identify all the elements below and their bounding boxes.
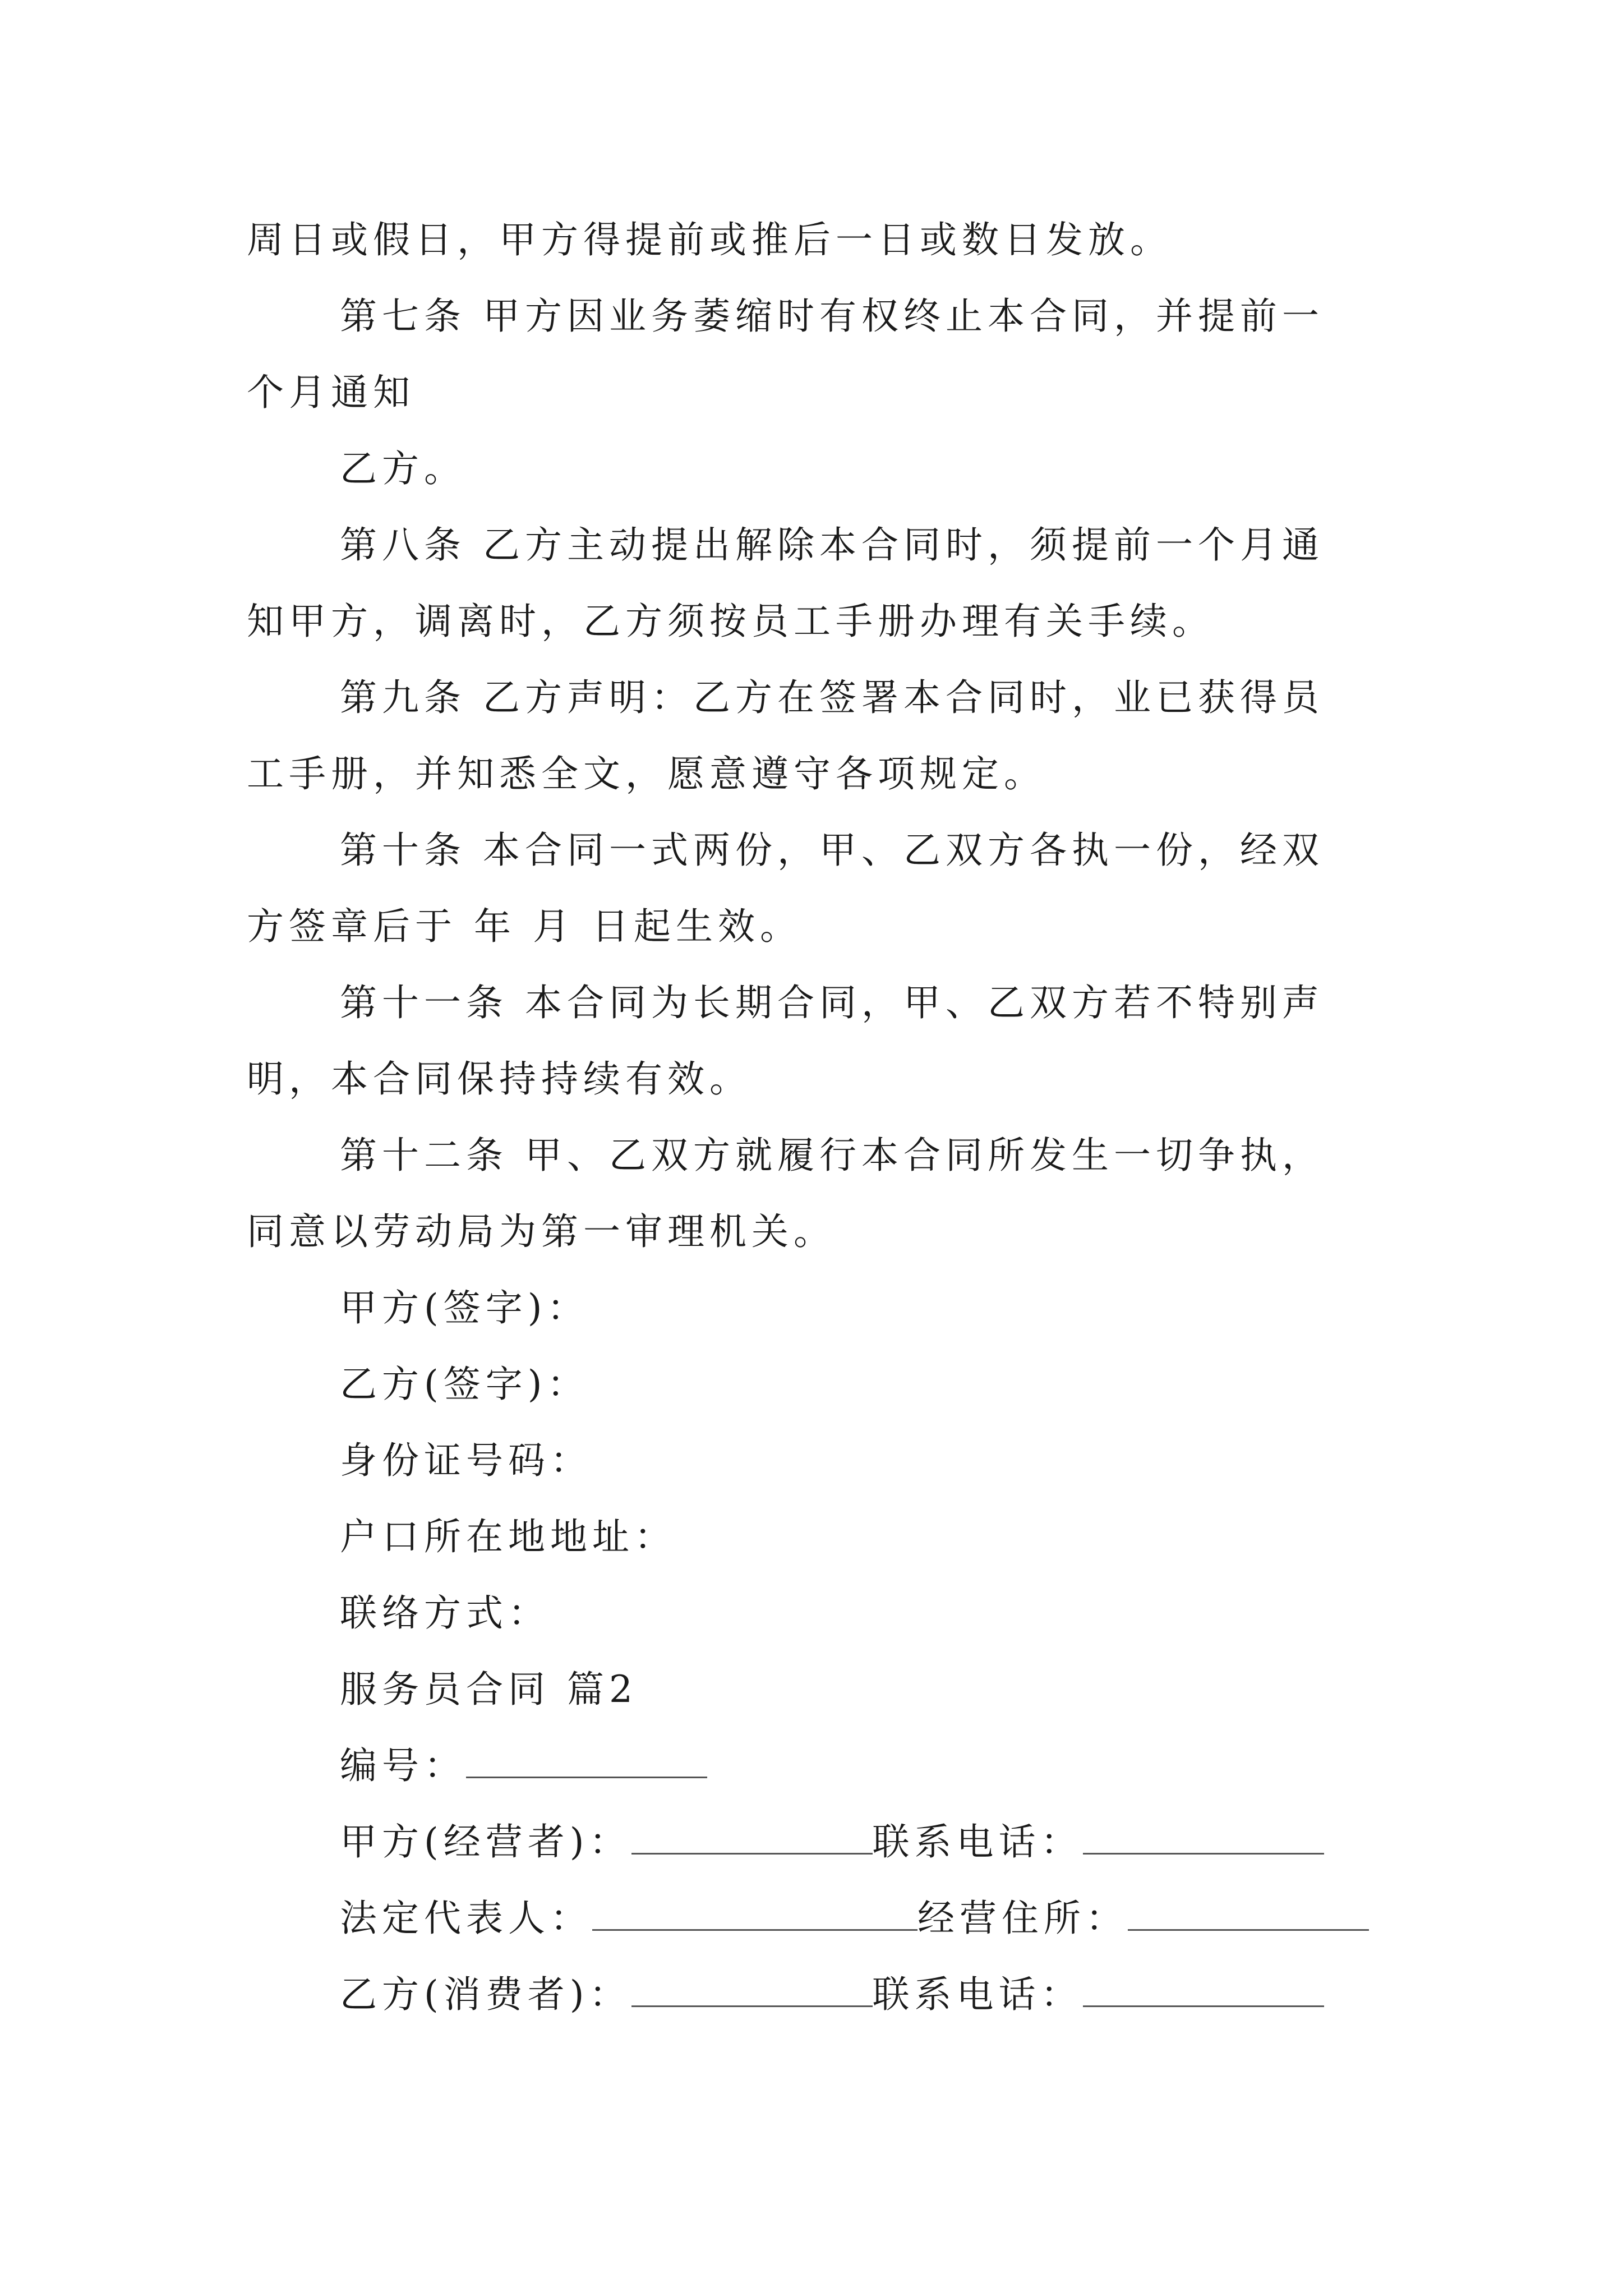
legal-rep-blank bbox=[592, 1895, 917, 1931]
phone-blank bbox=[1083, 1819, 1324, 1855]
text-line: 乙方。 bbox=[340, 447, 466, 490]
clause-11: 第十一条 本合同为长期合同，甲、乙双方若不特别声 bbox=[340, 981, 1324, 1024]
operator-row bbox=[247, 1804, 1391, 1880]
text-line: 工手册，并知悉全文，愿意遵守各项规定。 bbox=[247, 752, 1046, 795]
text-line: 同意以劳动局为第一审理机关。 bbox=[247, 1210, 836, 1253]
number-blank bbox=[466, 1743, 707, 1778]
id-number-label: 身份证号码： bbox=[340, 1439, 592, 1482]
text-line: 明，本合同保持持续有效。 bbox=[247, 1057, 751, 1101]
operator-label: 甲方(经营者)： bbox=[340, 1820, 631, 1864]
number-row bbox=[247, 1728, 1391, 1804]
phone-label: 联系电话： bbox=[872, 1973, 1083, 2016]
text-line: 方签章后于 年 月 日起生效。 bbox=[247, 905, 802, 948]
text-line: 知甲方，调离时，乙方须按员工手册办理有关手续。 bbox=[247, 600, 1214, 643]
text-line: 周日或假日，甲方得提前或推后一日或数日发放。 bbox=[247, 218, 1172, 261]
party-a-signature: 甲方(签字)： bbox=[340, 1286, 589, 1329]
document-page bbox=[247, 202, 1391, 2033]
consumer-label: 乙方(消费者)： bbox=[340, 1973, 631, 2016]
clause-8: 第八条 乙方主动提出解除本合同时，须提前一个月通 bbox=[340, 523, 1324, 567]
legal-rep-row bbox=[247, 1880, 1391, 1957]
party-b-signature: 乙方(签字)： bbox=[340, 1363, 589, 1406]
phone-blank bbox=[1083, 1972, 1324, 2007]
contact-label: 联络方式： bbox=[340, 1591, 550, 1635]
clause-12: 第十二条 甲、乙双方就履行本合同所发生一切争执， bbox=[340, 1134, 1324, 1177]
operator-blank bbox=[631, 1819, 873, 1855]
clause-10: 第十条 本合同一式两份，甲、乙双方各执一份，经双 bbox=[340, 829, 1324, 872]
business-address-label: 经营住所： bbox=[917, 1897, 1128, 1940]
consumer-row bbox=[247, 1957, 1391, 2033]
household-address-label: 户口所在地地址： bbox=[340, 1515, 676, 1558]
phone-label: 联系电话： bbox=[872, 1820, 1083, 1864]
clause-7: 第七条 甲方因业务萎缩时有权终止本合同，并提前一 bbox=[340, 295, 1324, 338]
section-heading: 服务员合同 篇2 bbox=[340, 1668, 638, 1711]
number-label: 编号： bbox=[340, 1744, 466, 1787]
text-line: 个月通知 bbox=[247, 371, 415, 414]
consumer-blank bbox=[631, 1972, 873, 2007]
business-address-blank bbox=[1128, 1895, 1369, 1931]
legal-rep-label: 法定代表人： bbox=[340, 1897, 592, 1940]
clause-9: 第九条 乙方声明：乙方在签署本合同时，业已获得员 bbox=[340, 676, 1324, 719]
